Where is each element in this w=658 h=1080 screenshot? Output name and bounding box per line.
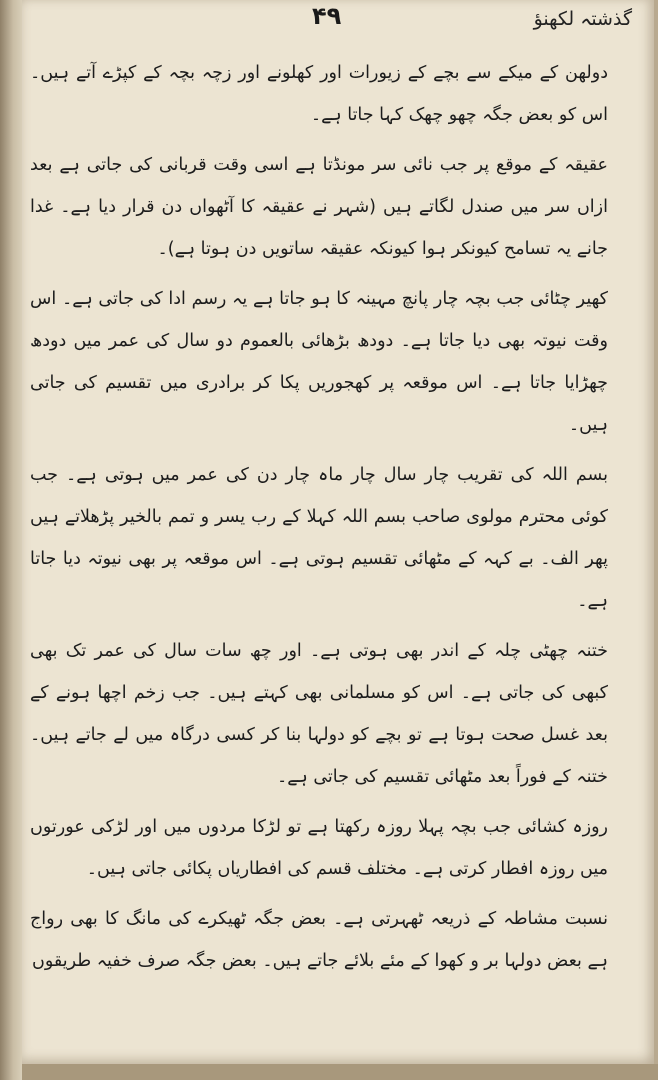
page-number: ۴۹ <box>312 2 342 30</box>
paragraph-nisbat: نسبت مشاطہ کے ذریعہ ٹھہرتی ہے۔ بعض جگہ ٹھیکرے کی مانگ کا بھی رواج ہے بعض دولہا بر و کھوا کے مئے بلائے جاتے ہیں۔ بعض جگہ صرف خفیہ طریقوں <box>30 909 608 971</box>
paragraph-bismillah: بسم اللہ کی تقریب چار سال چار ماہ چار دن کی عمر میں ہوتی ہے۔ جب کوئی محترم مولوی صاحب بسم اللہ کہلا کے رب یسر و تمم بالخیر پڑھلاتے ہیں پھر الف۔ بے کہہ کے مٹھائی تقسیم ہوتی ہے۔ اس موقعہ پر بھی نیوتہ دیا جاتا ہے۔ <box>30 465 608 611</box>
running-title: گذشتہ لکھنؤ <box>533 8 632 30</box>
paragraph-aqiqa: عقیقہ کے موقع پر جب نائی سر مونڈتا ہے اسی وقت قربانی کی جاتی ہے بعد ازاں سر میں صندل لگاتے ہیں (شہر نے عقیقہ کا آٹھواں دن قرار دیا ہے۔ غدا جانے یہ تسامح کیونکر ہوا کیونکہ عقیقہ ساتویں دن ہوتا ہے)۔ <box>30 155 608 259</box>
paragraph-chhochhak: دولھن کے میکے سے بچے کے زیورات اور کھلونے اور زچہ بچہ کے کپڑے آتے ہیں۔ اس کو بعض جگہ چھو چھک کہا جاتا ہے۔ <box>30 63 608 125</box>
page-bottom-edge <box>22 1064 658 1080</box>
body-text <box>30 52 608 990</box>
paragraph-khatna: ختنہ چھٹی چلہ کے اندر بھی ہوتی ہے۔ اور چھ سات سال کی عمر تک بھی کبھی کی جاتی ہے۔ اس کو مسلمانی بھی کہتے ہیں۔ جب زخم اچھا ہونے کے بعد غسل صحت ہوتا ہے تو بچے کو دولہا بنا کر کسی درگاہ میں لے جاتے ہیں۔ ختنہ کے فوراً بعد مٹھائی تقسیم کی جاتی ہے۔ <box>30 641 608 787</box>
page-header <box>22 2 632 42</box>
book-spine-shadow <box>0 0 22 1080</box>
paragraph-kheer-chatai: کھیر چٹائی جب بچہ چار پانچ مہینہ کا ہو جاتا ہے یہ رسم ادا کی جاتی ہے۔ اس وقت نیوتہ بھی دیا جاتا ہے۔ دودھ بڑھائی بالعموم دو سال کی عمر میں دودھ چھڑایا جاتا ہے۔ اس موقعہ پر کھجوریں پکا کر برادری میں تقسیم کی جاتی ہیں۔ <box>30 289 608 435</box>
paragraph-roza-kushai: روزہ کشائی جب بچہ پہلا روزہ رکھتا ہے تو لڑکا مردوں میں اور لڑکی عورتوں میں روزہ افطار کرتی ہے۔ مختلف قسم کی افطاریاں پکائی جاتی ہیں۔ <box>30 817 608 879</box>
